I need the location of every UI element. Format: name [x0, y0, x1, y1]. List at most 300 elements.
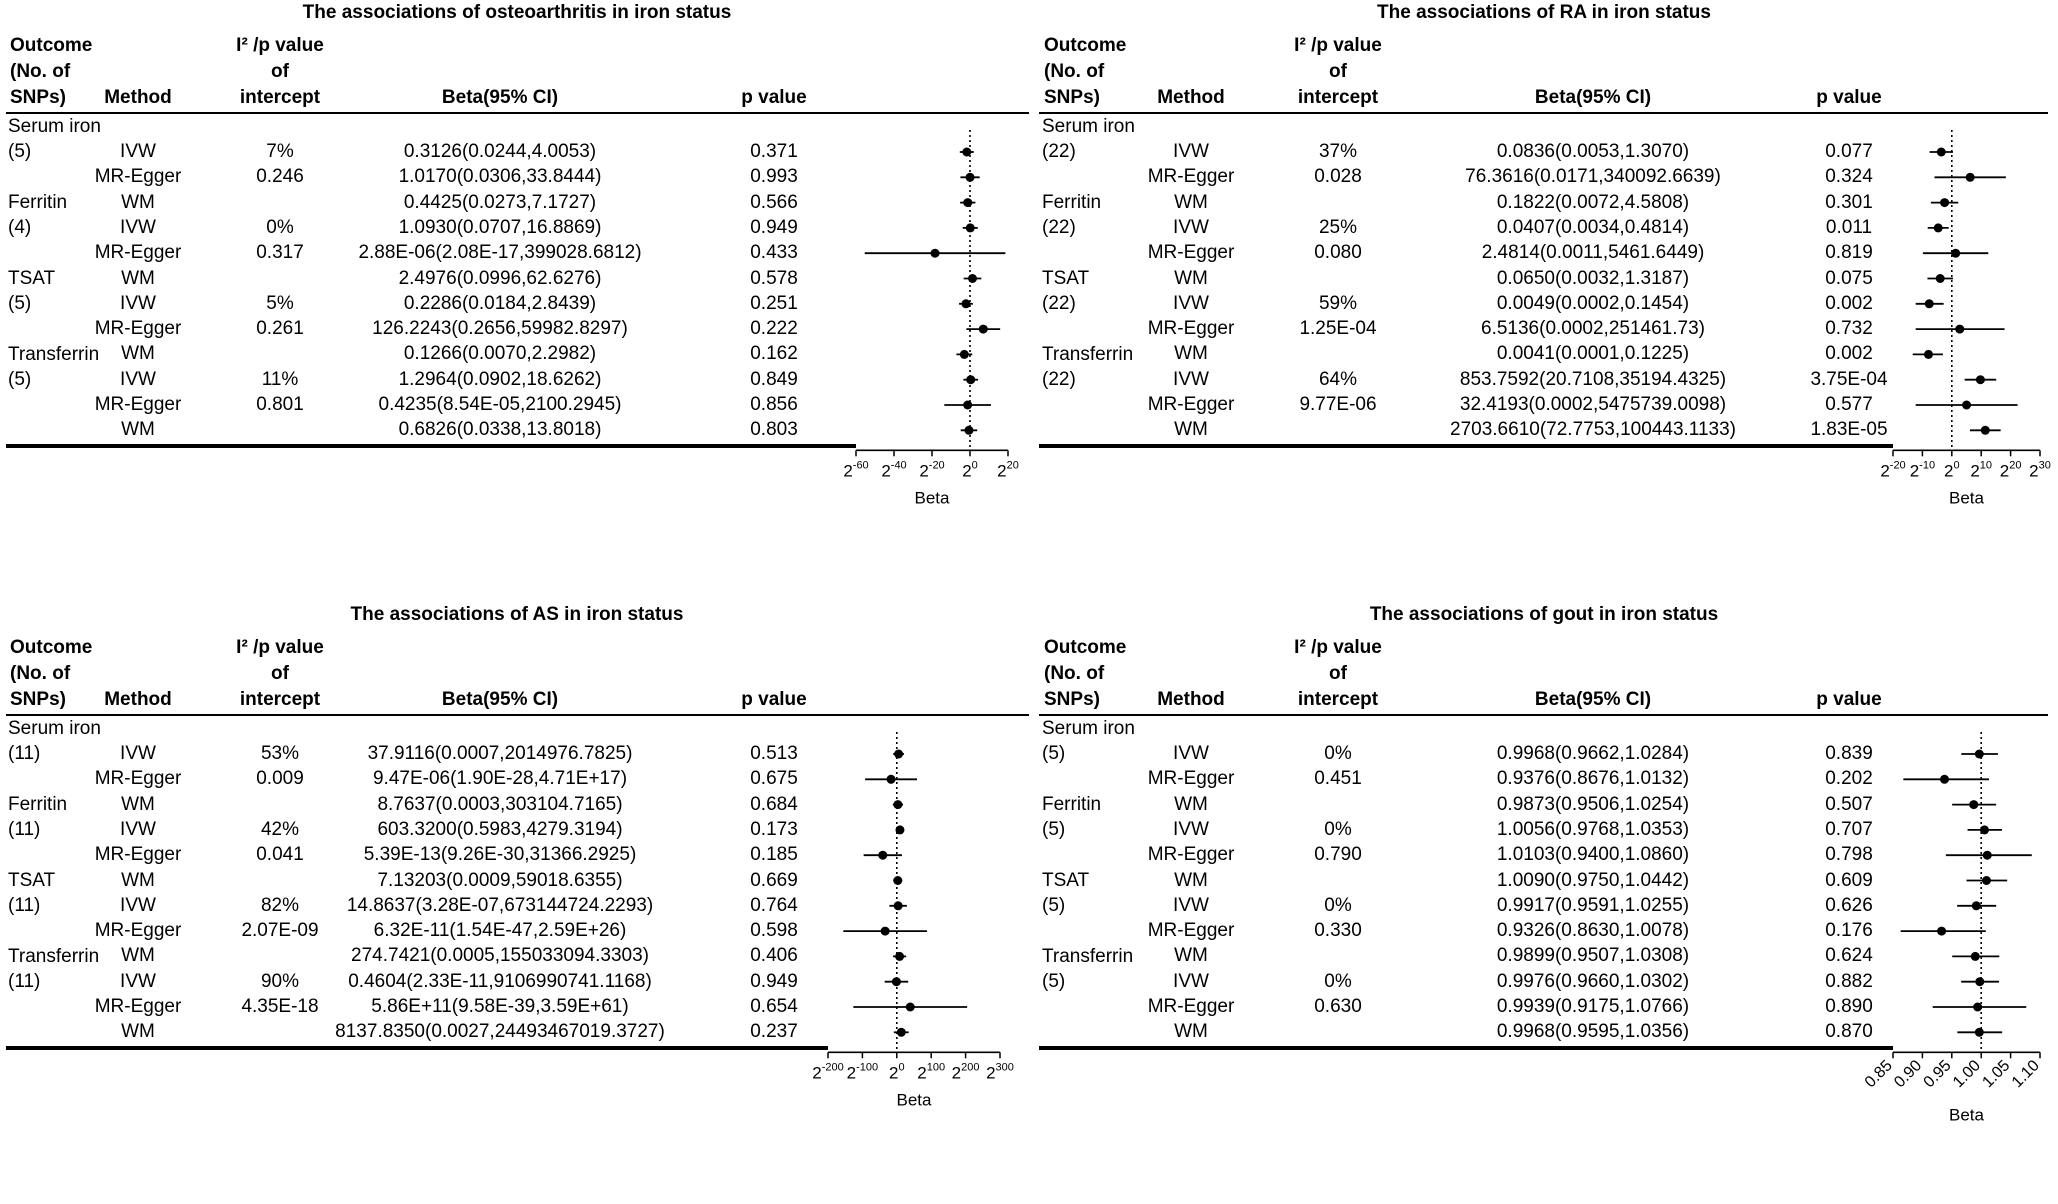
- row-method: WM: [121, 343, 155, 365]
- point-estimate: [878, 851, 887, 860]
- row-i2: 0.330: [1314, 920, 1362, 942]
- group-outcome-label: Serum iron: [1042, 116, 1135, 137]
- row-i2: 5%: [266, 292, 294, 314]
- row-p-value: 0.949: [750, 970, 798, 992]
- header-method: Method: [104, 689, 172, 710]
- x-tick-label: 0.85: [1861, 1057, 1896, 1092]
- row-method: IVW: [1173, 141, 1209, 162]
- row-method: WM: [1174, 945, 1208, 967]
- row-p-value: 0.011: [1825, 216, 1873, 238]
- row-i2: 42%: [260, 818, 300, 840]
- header-line: I² /p value: [236, 35, 324, 56]
- row-method: MR-Egger: [1147, 318, 1235, 340]
- point-estimate: [887, 775, 896, 784]
- point-estimate: [1966, 173, 1975, 182]
- row-method: MR-Egger: [1147, 166, 1235, 188]
- group-snp-count: (5): [1042, 743, 1066, 764]
- row-beta-ci: 14.8637(3.28E-07,673144724.2293): [346, 894, 654, 916]
- point-estimate: [1940, 775, 1949, 784]
- row-beta-ci: 0.9917(0.9591,1.0255): [1496, 894, 1690, 916]
- x-tick-label: $2^0$: [962, 459, 978, 481]
- row-method: WM: [121, 793, 155, 815]
- x-tick-label: $2^{200}$: [951, 1061, 980, 1083]
- row-beta-ci: 126.2243(0.2656,59982.8297): [372, 318, 628, 340]
- row-beta-ci: 0.9326(0.8630,1.0078): [1496, 920, 1690, 942]
- point-estimate: [1982, 876, 1991, 885]
- forest-panel-3: [0, 602, 1029, 1204]
- group-outcome-label: Serum iron: [8, 718, 101, 739]
- header-line: intercept: [1297, 689, 1379, 710]
- row-i2: 0%: [266, 216, 294, 238]
- row-method: MR-Egger: [94, 920, 182, 942]
- row-method: WM: [1174, 267, 1208, 289]
- row-beta-ci: 0.9873(0.9506,1.0254): [1496, 793, 1690, 815]
- row-i2: 0.801: [256, 394, 304, 415]
- row-i2: 59%: [1318, 292, 1358, 314]
- row-p-value: 0.870: [1825, 1021, 1873, 1043]
- row-method: MR-Egger: [1147, 844, 1235, 866]
- panel-title: The associations of RA in iron status: [1377, 2, 1711, 23]
- group-outcome-label: Ferritin: [8, 191, 68, 213]
- group-outcome-label: Serum iron: [1042, 718, 1135, 739]
- point-estimate: [1971, 952, 1980, 961]
- row-method: WM: [1174, 343, 1208, 365]
- row-beta-ci: 0.0041(0.0001,0.1225): [1496, 343, 1690, 365]
- row-method: IVW: [120, 894, 156, 916]
- row-beta-ci: 0.0650(0.0032,1.3187): [1496, 267, 1690, 289]
- row-method: IVW: [120, 141, 156, 162]
- row-method: IVW: [1173, 970, 1209, 992]
- group-outcome-label: Transferrin: [8, 343, 100, 365]
- group-outcome-label: Transferrin: [8, 945, 100, 967]
- row-method: IVW: [1173, 818, 1209, 840]
- row-method: WM: [121, 869, 155, 891]
- row-beta-ci: 0.9939(0.9175,1.0766): [1496, 996, 1690, 1017]
- header-line: of: [1329, 61, 1347, 82]
- row-method: WM: [1174, 191, 1208, 213]
- x-tick-label: $2^{-60}$: [843, 459, 869, 481]
- row-method: IVW: [120, 292, 156, 314]
- header-method: Method: [104, 87, 172, 108]
- row-method: IVW: [1173, 292, 1209, 314]
- header-line: SNPs): [1044, 689, 1100, 710]
- row-p-value: 0.077: [1825, 141, 1873, 162]
- point-estimate: [1981, 426, 1990, 435]
- x-axis-label: Beta: [1949, 1105, 1984, 1125]
- row-p-value: 0.162: [750, 343, 798, 365]
- row-i2: 90%: [260, 970, 300, 992]
- row-method: MR-Egger: [1147, 394, 1235, 415]
- row-p-value: 0.993: [750, 166, 798, 188]
- row-p-value: 0.609: [1825, 869, 1873, 891]
- header-line: SNPs): [10, 87, 66, 108]
- group-outcome-label: TSAT: [1042, 267, 1090, 289]
- x-tick-label: $2^{-10}$: [1909, 459, 1936, 481]
- row-p-value: 0.764: [750, 894, 798, 916]
- row-beta-ci: 1.0090(0.9750,1.0442): [1496, 869, 1690, 891]
- row-beta-ci: 1.0930(0.0707,16.8869): [398, 216, 602, 238]
- row-p-value: 0.371: [750, 141, 798, 162]
- header-method: Method: [1157, 87, 1225, 108]
- point-estimate: [1940, 198, 1949, 207]
- row-p-value: 0.237: [750, 1021, 798, 1043]
- row-i2: 0.041: [256, 844, 304, 866]
- header-beta-ci: Beta(95% CI): [1534, 87, 1652, 108]
- row-p-value: 0.624: [1825, 945, 1873, 967]
- row-method: WM: [121, 267, 155, 289]
- row-p-value: 0.803: [750, 419, 798, 441]
- row-p-value: 0.075: [1825, 267, 1873, 289]
- point-estimate: [1969, 800, 1978, 809]
- row-p-value: 0.002: [1825, 343, 1873, 365]
- row-beta-ci: 32.4193(0.0002,5475739.0098): [1459, 394, 1727, 415]
- row-p-value: 1.83E-05: [1810, 419, 1888, 441]
- row-p-value: 0.002: [1825, 292, 1873, 314]
- group-snp-count: (11): [8, 743, 41, 764]
- point-estimate: [894, 901, 903, 910]
- row-i2: 0.630: [1314, 996, 1362, 1017]
- row-i2: 1.25E-04: [1299, 318, 1377, 340]
- row-beta-ci: 2.4976(0.0996,62.6276): [398, 267, 602, 289]
- group-snp-count: (5): [1042, 970, 1066, 992]
- row-beta-ci: 603.3200(0.5983,4279.3194): [377, 818, 623, 840]
- point-estimate: [1936, 274, 1945, 283]
- point-estimate: [1924, 350, 1933, 359]
- point-estimate: [893, 876, 902, 885]
- row-method: WM: [121, 191, 155, 213]
- header-line: of: [1329, 663, 1347, 684]
- row-p-value: 0.669: [750, 869, 798, 891]
- x-axis-label: Beta: [896, 1090, 932, 1110]
- row-p-value: 3.75E-04: [1810, 368, 1888, 390]
- row-i2: 9.77E-06: [1299, 394, 1377, 415]
- row-method: IVW: [120, 743, 156, 764]
- point-estimate: [897, 1028, 906, 1037]
- header-line: (No. of: [1044, 61, 1105, 82]
- point-estimate: [1975, 750, 1984, 759]
- row-method: MR-Egger: [94, 318, 182, 340]
- row-p-value: 0.222: [750, 318, 798, 340]
- point-estimate: [963, 198, 972, 207]
- row-p-value: 0.598: [750, 920, 798, 942]
- point-estimate: [1925, 299, 1934, 308]
- group-snp-count: (22): [1042, 368, 1076, 390]
- row-p-value: 0.684: [750, 793, 798, 815]
- row-p-value: 0.578: [750, 267, 798, 289]
- row-method: WM: [1174, 1021, 1208, 1043]
- row-p-value: 0.577: [1825, 394, 1873, 415]
- row-p-value: 0.513: [750, 743, 798, 764]
- row-p-value: 0.301: [1825, 191, 1873, 213]
- row-p-value: 0.507: [1825, 793, 1873, 815]
- row-method: WM: [1174, 869, 1208, 891]
- row-beta-ci: 8.7637(0.0003,303104.7165): [377, 793, 623, 815]
- point-estimate: [1955, 325, 1964, 334]
- row-p-value: 0.890: [1825, 996, 1873, 1017]
- header-line: SNPs): [1044, 87, 1100, 108]
- point-estimate: [1975, 1028, 1984, 1037]
- point-estimate: [1983, 851, 1992, 860]
- group-outcome-label: Ferritin: [1042, 191, 1102, 213]
- x-tick-label: 1.10: [2008, 1057, 2043, 1092]
- row-beta-ci: 853.7592(20.7108,35194.4325): [1459, 368, 1727, 390]
- header-beta-ci: Beta(95% CI): [1534, 689, 1652, 710]
- row-method: MR-Egger: [94, 996, 182, 1017]
- row-p-value: 0.882: [1825, 970, 1873, 992]
- row-i2: 0.790: [1314, 844, 1362, 866]
- row-method: IVW: [1173, 216, 1209, 238]
- row-beta-ci: 0.4425(0.0273,7.1727): [403, 191, 597, 213]
- row-beta-ci: 2.4814(0.0011,5461.6449): [1481, 242, 1705, 264]
- row-beta-ci: 5.86E+11(9.58E-39,3.59E+61): [371, 996, 629, 1017]
- header-p-value: p value: [741, 689, 807, 710]
- panel-title: The associations of gout in iron status: [1369, 604, 1719, 625]
- x-axis-label: Beta: [914, 488, 950, 508]
- row-p-value: 0.251: [750, 292, 798, 314]
- row-p-value: 0.798: [1825, 844, 1873, 866]
- row-p-value: 0.176: [1825, 920, 1873, 942]
- header-line: (No. of: [10, 663, 71, 684]
- row-beta-ci: 76.3616(0.0171,340092.6639): [1465, 166, 1721, 188]
- row-beta-ci: 0.9376(0.8676,1.0132): [1496, 768, 1690, 790]
- header-line: intercept: [1297, 87, 1379, 108]
- point-estimate: [1934, 223, 1943, 232]
- x-tick-label: $2^{-40}$: [881, 459, 907, 481]
- group-outcome-label: TSAT: [8, 869, 56, 891]
- header-p-value: p value: [741, 87, 807, 108]
- row-beta-ci: 0.9976(0.9660,1.0302): [1496, 970, 1690, 992]
- row-p-value: 0.707: [1825, 818, 1873, 840]
- row-p-value: 0.406: [750, 945, 798, 967]
- x-tick-label: 0.95: [1920, 1057, 1955, 1092]
- row-p-value: 0.202: [1825, 768, 1873, 790]
- row-i2: 0%: [1324, 743, 1352, 764]
- row-beta-ci: 0.9968(0.9595,1.0356): [1496, 1021, 1690, 1043]
- row-method: WM: [121, 419, 155, 441]
- group-snp-count: (22): [1042, 216, 1076, 238]
- row-i2: 64%: [1318, 368, 1358, 390]
- x-tick-label: $2^{-20}$: [919, 459, 945, 481]
- row-beta-ci: 1.0056(0.9768,1.0353): [1496, 818, 1690, 840]
- row-i2: 7%: [266, 141, 294, 162]
- point-estimate: [1976, 375, 1985, 384]
- x-tick-label: 1.05: [1979, 1057, 2014, 1092]
- row-method: MR-Egger: [94, 768, 182, 790]
- header-line: Outcome: [1044, 637, 1127, 658]
- row-method: IVW: [120, 818, 156, 840]
- row-p-value: 0.566: [750, 191, 798, 213]
- x-tick-label: $2^{100}$: [917, 1061, 946, 1083]
- group-snp-count: (5): [8, 141, 32, 162]
- row-method: IVW: [1173, 743, 1209, 764]
- row-beta-ci: 1.0103(0.9400,1.0860): [1496, 844, 1690, 866]
- row-p-value: 0.185: [750, 844, 798, 866]
- x-tick-label: $2^0$: [889, 1061, 905, 1083]
- row-i2: 4.35E-18: [241, 996, 319, 1017]
- group-snp-count: (5): [8, 368, 32, 390]
- row-method: MR-Egger: [1147, 920, 1235, 942]
- row-beta-ci: 9.47E-06(1.90E-28,4.71E+17): [372, 768, 628, 790]
- row-p-value: 0.949: [750, 216, 798, 238]
- row-beta-ci: 274.7421(0.0005,155033094.3303): [351, 945, 649, 967]
- row-beta-ci: 0.9968(0.9662,1.0284): [1496, 743, 1690, 764]
- row-beta-ci: 0.4604(2.33E-11,9106990741.1168): [348, 970, 652, 992]
- header-line: Outcome: [10, 637, 93, 658]
- x-tick-label: $2^0$: [1944, 459, 1960, 481]
- row-i2: 0%: [1324, 894, 1352, 916]
- row-beta-ci: 0.1822(0.0072,4.5808): [1496, 191, 1690, 213]
- x-tick-label: $2^{-200}$: [812, 1061, 844, 1083]
- group-outcome-label: Ferritin: [8, 793, 68, 815]
- row-p-value: 0.856: [750, 394, 798, 415]
- header-line: of: [271, 61, 289, 82]
- row-i2: 0.451: [1314, 768, 1362, 790]
- point-estimate: [960, 350, 969, 359]
- row-method: WM: [121, 1021, 155, 1043]
- row-i2: 53%: [260, 743, 300, 764]
- row-i2: 25%: [1318, 216, 1358, 238]
- point-estimate: [906, 1003, 915, 1012]
- row-method: MR-Egger: [1147, 996, 1235, 1017]
- forest-panel-2: [1029, 0, 2058, 602]
- row-method: IVW: [120, 368, 156, 390]
- row-beta-ci: 5.39E-13(9.26E-30,31366.2925): [363, 844, 637, 866]
- group-snp-count: (11): [8, 970, 41, 992]
- row-method: IVW: [1173, 368, 1209, 390]
- row-method: MR-Egger: [94, 394, 182, 415]
- row-method: MR-Egger: [94, 844, 182, 866]
- row-beta-ci: 0.9899(0.9507,1.0308): [1496, 945, 1690, 967]
- header-line: SNPs): [10, 689, 66, 710]
- header-method: Method: [1157, 689, 1225, 710]
- row-i2: 82%: [260, 894, 300, 916]
- x-axis-label: Beta: [1949, 488, 1984, 508]
- row-beta-ci: 6.5136(0.0002,251461.73): [1481, 318, 1705, 340]
- row-i2: 0.028: [1314, 166, 1362, 188]
- row-i2: 0.009: [256, 768, 304, 790]
- group-snp-count: (11): [8, 894, 41, 916]
- header-beta-ci: Beta(95% CI): [441, 87, 559, 108]
- point-estimate: [881, 927, 890, 936]
- group-outcome-label: Transferrin: [1042, 945, 1134, 967]
- row-beta-ci: 0.4235(8.54E-05,2100.2945): [378, 394, 622, 415]
- row-i2: 0.261: [256, 318, 304, 340]
- header-line: intercept: [239, 689, 321, 710]
- group-snp-count: (5): [1042, 818, 1066, 840]
- point-estimate: [1937, 927, 1946, 936]
- group-snp-count: (5): [1042, 894, 1066, 916]
- row-beta-ci: 0.0836(0.0053,1.3070): [1496, 141, 1690, 162]
- row-p-value: 0.433: [750, 242, 798, 264]
- header-p-value: p value: [1816, 87, 1882, 108]
- row-p-value: 0.654: [750, 996, 798, 1017]
- x-tick-label: $2^{-100}$: [846, 1061, 879, 1083]
- row-beta-ci: 0.0407(0.0034,0.4814): [1496, 216, 1690, 238]
- forest-panel-4: [1029, 602, 2058, 1204]
- point-estimate: [931, 249, 940, 258]
- header-line: (No. of: [1044, 663, 1105, 684]
- row-beta-ci: 0.3126(0.0244,4.0053): [403, 141, 597, 162]
- point-estimate: [1975, 977, 1984, 986]
- group-outcome-label: TSAT: [1042, 869, 1090, 891]
- group-outcome-label: TSAT: [8, 267, 56, 289]
- row-method: IVW: [120, 970, 156, 992]
- group-snp-count: (5): [8, 292, 32, 314]
- row-beta-ci: 2703.6610(72.7753,100443.1133): [1450, 419, 1736, 441]
- x-tick-label: $2^{30}$: [2029, 459, 2051, 481]
- header-line: I² /p value: [1294, 637, 1382, 658]
- row-i2: 0.317: [256, 242, 304, 264]
- header-beta-ci: Beta(95% CI): [441, 689, 559, 710]
- row-beta-ci: 0.0049(0.0002,0.1454): [1496, 292, 1690, 314]
- panel-title: The associations of AS in iron status: [350, 604, 684, 625]
- header-line: I² /p value: [236, 637, 324, 658]
- row-p-value: 0.675: [750, 768, 798, 790]
- header-line: of: [271, 663, 289, 684]
- row-beta-ci: 0.6826(0.0338,13.8018): [398, 419, 602, 441]
- panel-title: The associations of osteoarthritis in iron status: [302, 2, 732, 23]
- group-outcome-label: Ferritin: [1042, 793, 1102, 815]
- row-p-value: 0.819: [1825, 242, 1873, 264]
- row-method: MR-Egger: [1147, 768, 1235, 790]
- row-i2: 11%: [261, 368, 299, 390]
- point-estimate: [1937, 148, 1946, 157]
- row-beta-ci: 7.13203(0.0009,59018.6355): [377, 869, 623, 891]
- row-method: WM: [1174, 793, 1208, 815]
- group-snp-count: (22): [1042, 141, 1076, 162]
- row-method: IVW: [120, 216, 156, 238]
- row-p-value: 0.732: [1825, 318, 1873, 340]
- point-estimate: [1962, 401, 1971, 410]
- row-beta-ci: 0.2286(0.0184,2.8439): [403, 292, 597, 314]
- row-beta-ci: 2.88E-06(2.08E-17,399028.6812): [358, 242, 642, 264]
- header-line: Outcome: [1044, 35, 1127, 56]
- header-line: intercept: [239, 87, 321, 108]
- group-outcome-label: Transferrin: [1042, 343, 1134, 365]
- x-tick-label: $2^{-20}$: [1880, 459, 1906, 481]
- point-estimate: [1972, 901, 1981, 910]
- point-estimate: [961, 299, 970, 308]
- row-p-value: 0.849: [750, 368, 798, 390]
- row-p-value: 0.839: [1825, 743, 1873, 764]
- row-method: WM: [121, 945, 155, 967]
- row-i2: 37%: [1318, 141, 1358, 162]
- row-p-value: 0.324: [1825, 166, 1873, 188]
- group-snp-count: (4): [8, 216, 32, 238]
- row-i2: 0.246: [256, 166, 304, 188]
- row-beta-ci: 37.9116(0.0007,2014976.7825): [367, 743, 633, 764]
- group-outcome-label: Serum iron: [8, 116, 101, 137]
- row-beta-ci: 1.2964(0.0902,18.6262): [398, 368, 602, 390]
- row-method: IVW: [1173, 894, 1209, 916]
- x-tick-label: $2^{20}$: [997, 459, 1019, 481]
- row-method: MR-Egger: [94, 166, 182, 188]
- x-tick-label: $2^{10}$: [1970, 459, 1993, 481]
- row-i2: 2.07E-09: [241, 920, 319, 942]
- x-tick-label: $2^{300}$: [986, 1061, 1014, 1083]
- header-line: (No. of: [10, 61, 71, 82]
- x-tick-label: $2^{20}$: [1999, 459, 2022, 481]
- row-p-value: 0.173: [750, 818, 798, 840]
- row-beta-ci: 1.0170(0.0306,33.8444): [398, 166, 602, 188]
- point-estimate: [979, 325, 988, 334]
- row-beta-ci: 8137.8350(0.0027,24493467019.3727): [335, 1021, 665, 1043]
- row-beta-ci: 6.32E-11(1.54E-47,2.59E+26): [373, 920, 627, 942]
- forest-panel-1: [0, 0, 1029, 602]
- group-snp-count: (11): [8, 818, 41, 840]
- point-estimate: [894, 750, 903, 759]
- row-i2: 0.080: [1314, 242, 1362, 264]
